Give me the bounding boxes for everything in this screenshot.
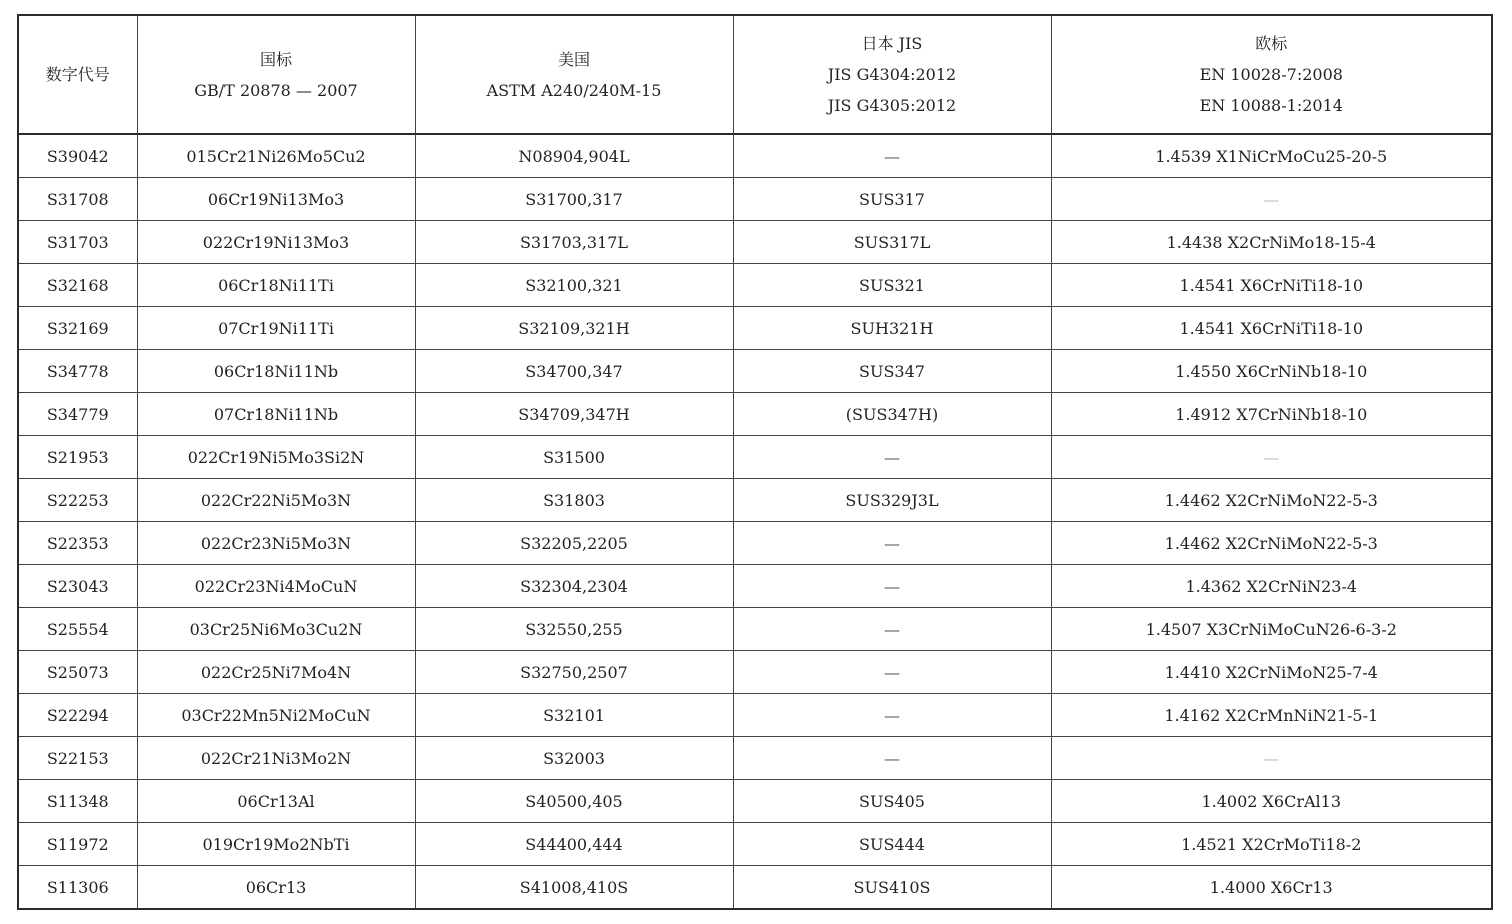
table-row — [18, 134, 1492, 178]
header-line: GB/T 20878 — 2007 — [194, 80, 358, 100]
header-line: 国标 — [259, 49, 292, 69]
header-line: JIS G4305:2012 — [827, 96, 957, 115]
cell-jis-grade: — — [733, 608, 1051, 651]
cell-numeric-code: S32169 — [18, 307, 137, 350]
cell-jis-grade: — — [733, 694, 1051, 737]
cell-en-grade: 1.4162 X2CrMnNiN21-5-1 — [1051, 694, 1492, 737]
cell-gb-grade: 03Cr22Mn5Ni2MoCuN — [137, 694, 415, 737]
cell-numeric-code: S34778 — [18, 350, 137, 393]
cell-numeric-code: S21953 — [18, 436, 137, 479]
table-row — [18, 522, 1492, 565]
cell-numeric-code: S11306 — [18, 866, 137, 910]
table-row — [18, 479, 1492, 522]
cell-jis-grade: SUS321 — [733, 264, 1051, 307]
cell-en-grade: 1.4507 X3CrNiMoCuN26-6-3-2 — [1051, 608, 1492, 651]
cell-numeric-code: S22153 — [18, 737, 137, 780]
cell-astm-grade: N08904,904L — [415, 134, 733, 178]
cell-astm-grade: S32003 — [415, 737, 733, 780]
cell-gb-grade: 06Cr18Ni11Nb — [137, 350, 415, 393]
cell-gb-grade: 03Cr25Ni6Mo3Cu2N — [137, 608, 415, 651]
cell-numeric-code: S11348 — [18, 780, 137, 823]
header-gb-standard — [137, 15, 415, 134]
cell-gb-grade: 022Cr25Ni7Mo4N — [137, 651, 415, 694]
cell-gb-grade: 06Cr19Ni13Mo3 — [137, 178, 415, 221]
cell-jis-grade: SUS347 — [733, 350, 1051, 393]
cell-gb-grade: 015Cr21Ni26Mo5Cu2 — [137, 134, 415, 178]
cell-en-grade: 1.4541 X6CrNiTi18-10 — [1051, 264, 1492, 307]
table-body — [18, 134, 1492, 909]
cell-gb-grade: 022Cr21Ni3Mo2N — [137, 737, 415, 780]
header-en-standard — [1051, 15, 1492, 134]
cell-gb-grade: 07Cr19Ni11Ti — [137, 307, 415, 350]
cell-numeric-code: S11972 — [18, 823, 137, 866]
cell-numeric-code: S22353 — [18, 522, 137, 565]
cell-gb-grade: 06Cr13Al — [137, 780, 415, 823]
table-row — [18, 823, 1492, 866]
cell-numeric-code: S22253 — [18, 479, 137, 522]
cell-en-grade: 1.4002 X6CrAl13 — [1051, 780, 1492, 823]
header-line: ASTM A240/240M-15 — [486, 80, 662, 100]
cell-en-grade: — — [1051, 737, 1492, 780]
cell-gb-grade: 06Cr18Ni11Ti — [137, 264, 415, 307]
cell-en-grade: 1.4541 X6CrNiTi18-10 — [1051, 307, 1492, 350]
table-row — [18, 608, 1492, 651]
header-numeric-code — [18, 15, 137, 134]
cell-gb-grade: 022Cr19Ni13Mo3 — [137, 221, 415, 264]
table-row — [18, 436, 1492, 479]
cell-jis-grade: SUS317L — [733, 221, 1051, 264]
table-row — [18, 264, 1492, 307]
cell-jis-grade: — — [733, 522, 1051, 565]
grade-comparison-table-wrapper — [17, 14, 1491, 910]
header-jis-standard — [733, 15, 1051, 134]
cell-gb-grade: 022Cr23Ni4MoCuN — [137, 565, 415, 608]
cell-astm-grade: S32101 — [415, 694, 733, 737]
cell-jis-grade: — — [733, 134, 1051, 178]
cell-en-grade: 1.4462 X2CrNiMoN22-5-3 — [1051, 479, 1492, 522]
cell-en-grade: 1.4462 X2CrNiMoN22-5-3 — [1051, 522, 1492, 565]
cell-jis-grade: — — [733, 737, 1051, 780]
cell-numeric-code: S25554 — [18, 608, 137, 651]
header-row — [18, 15, 1492, 134]
cell-gb-grade: 019Cr19Mo2NbTi — [137, 823, 415, 866]
cell-jis-grade: SUS317 — [733, 178, 1051, 221]
cell-en-grade: 1.4410 X2CrNiMoN25-7-4 — [1051, 651, 1492, 694]
cell-astm-grade: S32100,321 — [415, 264, 733, 307]
cell-astm-grade: S34700,347 — [415, 350, 733, 393]
cell-astm-grade: S32205,2205 — [415, 522, 733, 565]
table-row — [18, 780, 1492, 823]
table-row — [18, 307, 1492, 350]
header-line: JIS G4304:2012 — [827, 65, 957, 84]
cell-en-grade: 1.4539 X1NiCrMoCu25-20-5 — [1051, 134, 1492, 178]
cell-astm-grade: S41008,410S — [415, 866, 733, 910]
cell-astm-grade: S31700,317 — [415, 178, 733, 221]
cell-numeric-code: S31703 — [18, 221, 137, 264]
header-line: EN 10028-7:2008 — [1199, 65, 1343, 84]
cell-en-grade: 1.4438 X2CrNiMo18-15-4 — [1051, 221, 1492, 264]
header-line: 数字代号 — [45, 65, 110, 84]
table-row — [18, 221, 1492, 264]
cell-astm-grade: S31500 — [415, 436, 733, 479]
cell-en-grade: 1.4550 X6CrNiNb18-10 — [1051, 350, 1492, 393]
cell-gb-grade: 06Cr13 — [137, 866, 415, 910]
cell-numeric-code: S34779 — [18, 393, 137, 436]
header-line: 欧标 — [1255, 34, 1288, 53]
table-row — [18, 694, 1492, 737]
cell-gb-grade: 022Cr23Ni5Mo3N — [137, 522, 415, 565]
cell-jis-grade: SUS444 — [733, 823, 1051, 866]
cell-astm-grade: S32109,321H — [415, 307, 733, 350]
table-row — [18, 178, 1492, 221]
cell-en-grade: 1.4912 X7CrNiNb18-10 — [1051, 393, 1492, 436]
header-line: EN 10088-1:2014 — [1199, 96, 1343, 115]
table-row — [18, 866, 1492, 910]
cell-jis-grade: SUH321H — [733, 307, 1051, 350]
cell-gb-grade: 07Cr18Ni11Nb — [137, 393, 415, 436]
cell-astm-grade: S32304,2304 — [415, 565, 733, 608]
cell-astm-grade: S31703,317L — [415, 221, 733, 264]
cell-gb-grade: 022Cr19Ni5Mo3Si2N — [137, 436, 415, 479]
cell-astm-grade: S32750,2507 — [415, 651, 733, 694]
cell-numeric-code: S22294 — [18, 694, 137, 737]
cell-gb-grade: 022Cr22Ni5Mo3N — [137, 479, 415, 522]
cell-jis-grade: — — [733, 436, 1051, 479]
cell-en-grade: — — [1051, 178, 1492, 221]
cell-astm-grade: S32550,255 — [415, 608, 733, 651]
cell-astm-grade: S44400,444 — [415, 823, 733, 866]
table-row — [18, 651, 1492, 694]
cell-astm-grade: S31803 — [415, 479, 733, 522]
cell-jis-grade: (SUS347H) — [733, 393, 1051, 436]
cell-en-grade: 1.4362 X2CrNiN23-4 — [1051, 565, 1492, 608]
cell-jis-grade: SUS405 — [733, 780, 1051, 823]
table-row — [18, 350, 1492, 393]
table-header — [18, 15, 1492, 134]
cell-astm-grade: S40500,405 — [415, 780, 733, 823]
cell-en-grade: — — [1051, 436, 1492, 479]
cell-jis-grade: — — [733, 565, 1051, 608]
grade-comparison-table — [17, 14, 1493, 910]
header-astm-standard — [415, 15, 733, 134]
cell-numeric-code: S31708 — [18, 178, 137, 221]
cell-jis-grade: — — [733, 651, 1051, 694]
header-line: 美国 — [557, 49, 590, 69]
cell-en-grade: 1.4000 X6Cr13 — [1051, 866, 1492, 910]
header-line: 日本 JIS — [861, 34, 923, 53]
cell-en-grade: 1.4521 X2CrMoTi18-2 — [1051, 823, 1492, 866]
cell-numeric-code: S32168 — [18, 264, 137, 307]
cell-astm-grade: S34709,347H — [415, 393, 733, 436]
table-row — [18, 393, 1492, 436]
cell-jis-grade: SUS329J3L — [733, 479, 1051, 522]
table-row — [18, 565, 1492, 608]
cell-jis-grade: SUS410S — [733, 866, 1051, 910]
table-row — [18, 737, 1492, 780]
cell-numeric-code: S23043 — [18, 565, 137, 608]
cell-numeric-code: S39042 — [18, 134, 137, 178]
cell-numeric-code: S25073 — [18, 651, 137, 694]
